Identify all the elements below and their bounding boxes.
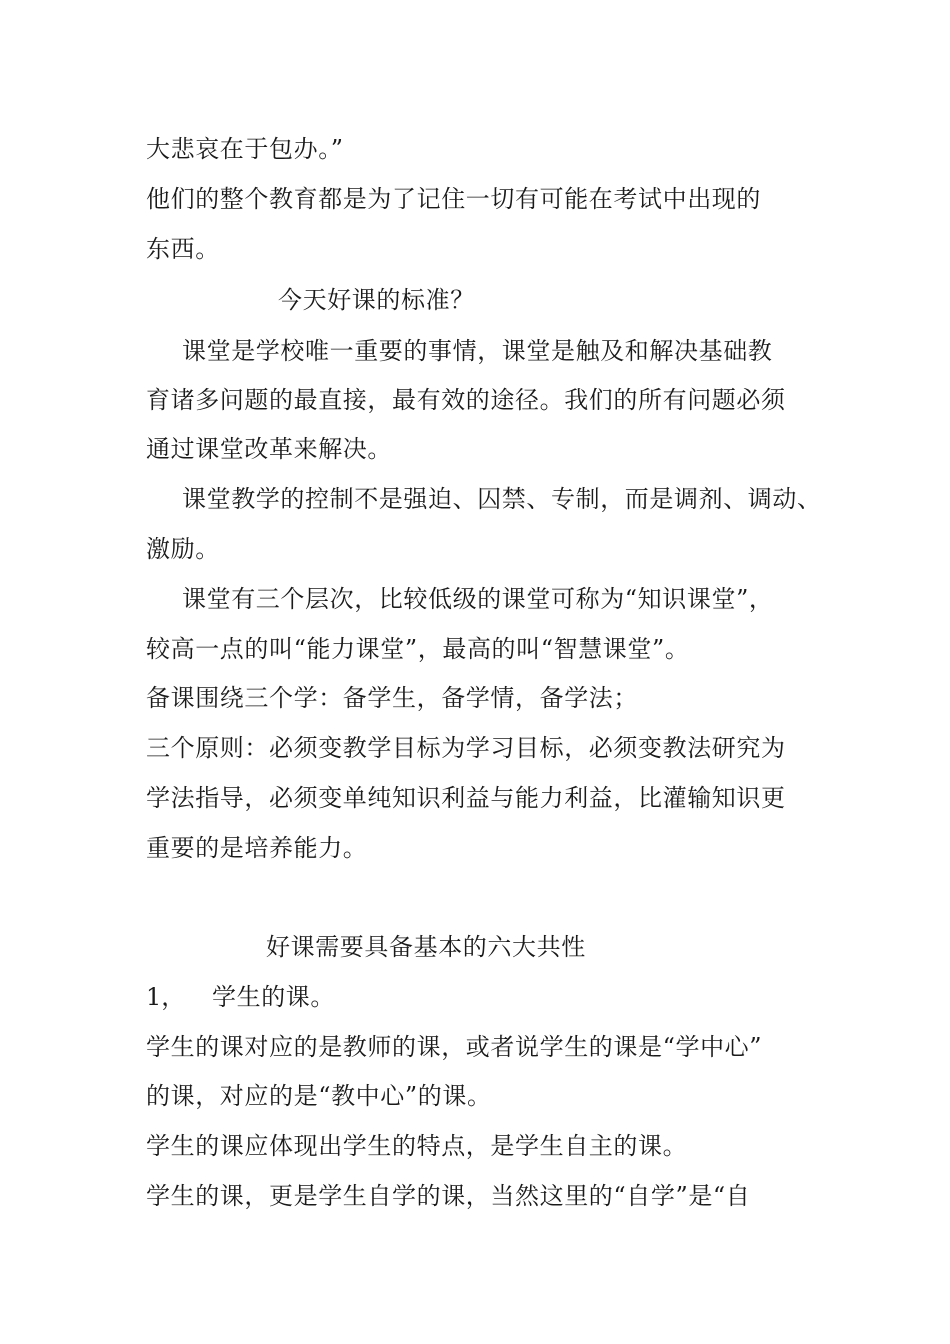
text-line: 的课，对应的是“教中心”的课。: [146, 1082, 492, 1110]
paragraph-first-line: 课堂是学校唯一重要的事情，课堂是触及和解决基础教: [182, 337, 773, 365]
text-line: 三个原则：必须变教学目标为学习目标，必须变教法研究为: [146, 734, 786, 762]
paragraph-first-line: 课堂教学的控制不是强迫、囚禁、专制，而是调剂、调动、: [182, 485, 822, 513]
text-line: 重要的是培养能力。: [146, 834, 368, 862]
list-item-title: 学生的课。: [212, 983, 335, 1011]
text-line: 备课围绕三个学：备学生，备学情，备学法；: [146, 684, 638, 712]
text-line: 学生的课对应的是教师的课，或者说学生的课是“学中心”: [146, 1033, 763, 1061]
text-line: 学法指导，必须变单纯知识利益与能力利益，比灌输知识更: [146, 784, 786, 812]
list-number: 1，: [146, 983, 186, 1011]
text-line: 激励。: [146, 535, 220, 563]
text-line: 学生的课应体现出学生的特点，是学生自主的课。: [146, 1132, 688, 1160]
section-heading: 今天好课的标准？: [278, 286, 475, 314]
section-heading: 好课需要具备基本的六大共性: [266, 933, 586, 961]
paragraph-first-line: 课堂有三个层次，比较低级的课堂可称为“知识课堂”，: [182, 585, 774, 613]
text-line: 大悲哀在于包办。”: [146, 135, 344, 163]
text-line: 东西。: [146, 235, 220, 263]
text-line: 较高一点的叫“能力课堂”，最高的叫“智慧课堂”。: [146, 635, 690, 663]
text-line: 通过课堂改革来解决。: [146, 435, 392, 463]
text-line: 学生的课，更是学生自学的课，当然这里的“自学”是“自: [146, 1182, 751, 1210]
text-line: 育诸多问题的最直接，最有效的途径。我们的所有问题必须: [146, 386, 786, 414]
text-line: 他们的整个教育都是为了记住一切有可能在考试中出现的: [146, 185, 761, 213]
